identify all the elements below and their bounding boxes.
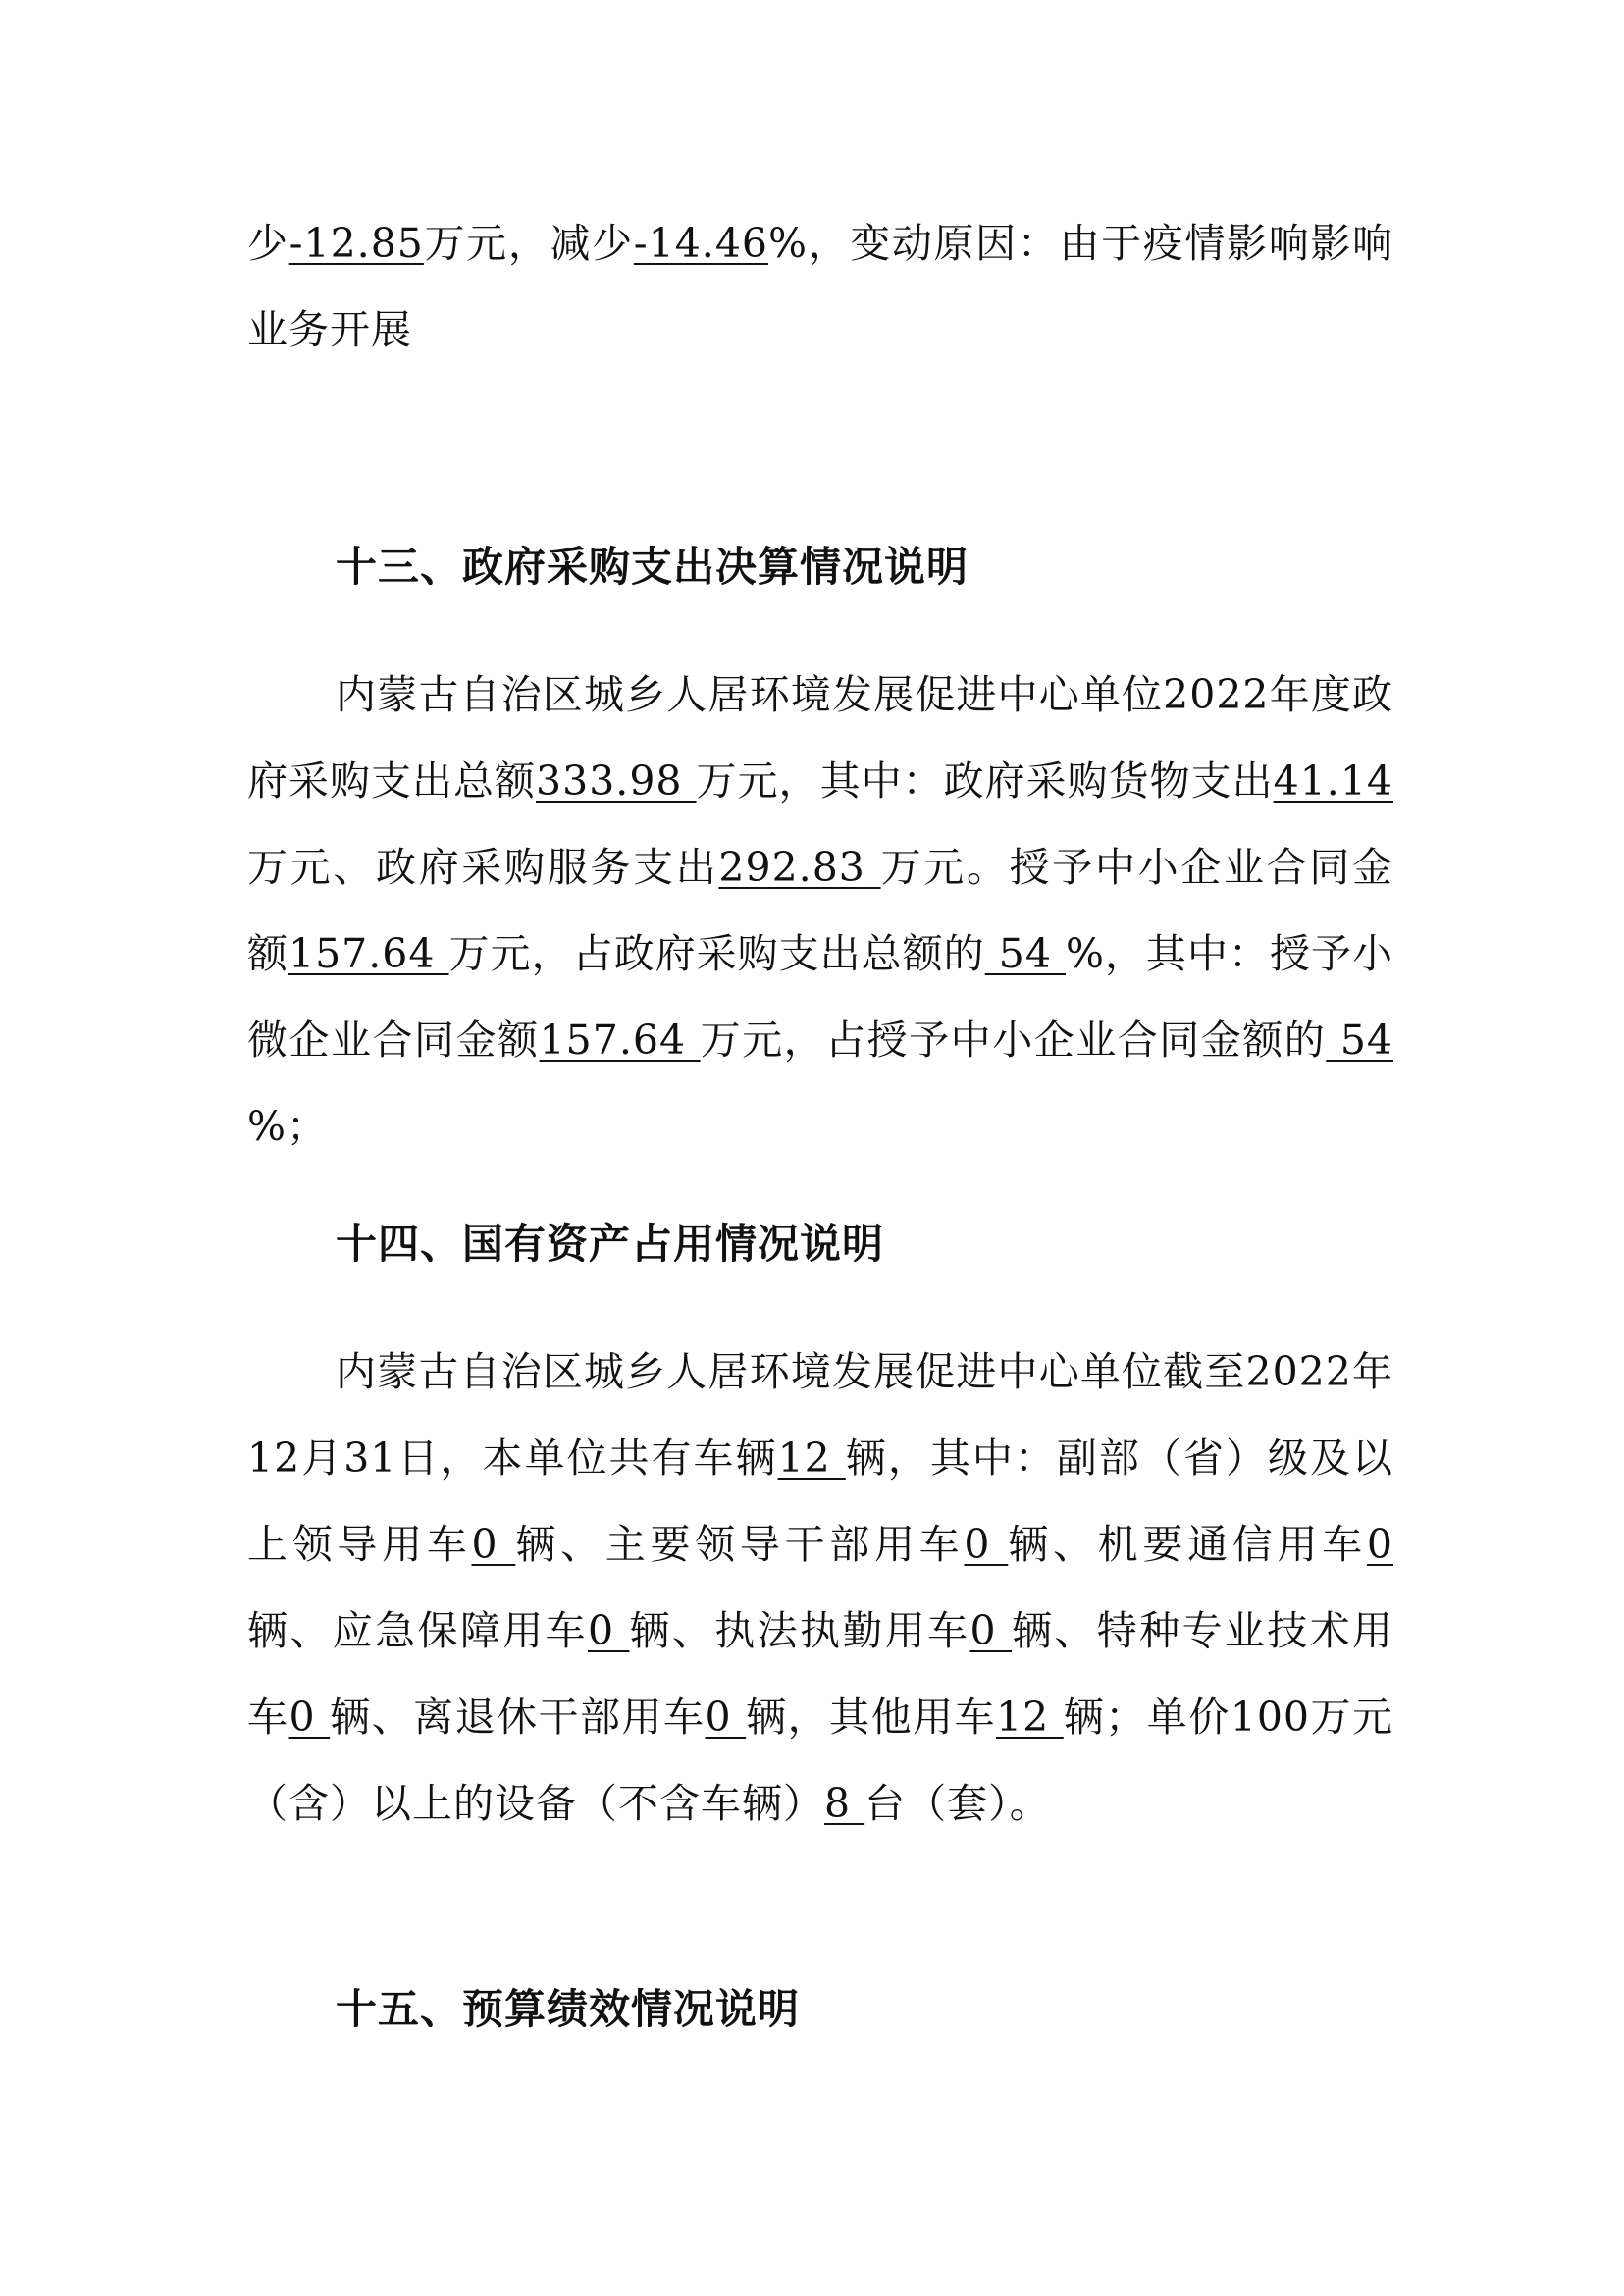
section-heading-14: 十四、国有资产占用情况说明 xyxy=(336,1220,885,1268)
underlined-value: 0 xyxy=(1366,1521,1393,1568)
underlined-value: 54 xyxy=(1326,1017,1394,1064)
paragraph-state-assets xyxy=(247,1329,1393,1847)
text-segment: 少 xyxy=(247,220,289,267)
underlined-value: 0 xyxy=(588,1607,630,1654)
underlined-value: 157.64 xyxy=(288,930,449,977)
text-segment: 万元。授予中小企业合同金额 xyxy=(247,844,1394,977)
text-segment: 内蒙古自治区城乡人居环境发展促进中心单位截至2022年12月31日，本单位共有车辆 xyxy=(247,1348,1393,1482)
underlined-value: 292.83 xyxy=(718,844,881,891)
text-segment: 辆、机要通信用车 xyxy=(1008,1521,1367,1568)
text-segment: 辆、主要领导干部用车 xyxy=(515,1521,965,1568)
paragraph-expense-change xyxy=(247,200,1393,373)
text-segment: %，其中：授予小微企业合同金额 xyxy=(247,930,1393,1064)
underlined-value: 0 xyxy=(705,1694,747,1741)
text-segment: 辆；单价100万元（含）以上的设备（不含车辆） xyxy=(247,1694,1393,1827)
text-segment: %； xyxy=(247,1103,328,1150)
underlined-value: 333.98 xyxy=(536,757,697,805)
underlined-value: -12.85 xyxy=(288,220,424,267)
underlined-value: 157.64 xyxy=(539,1017,701,1064)
text-segment: 内蒙古自治区城乡人居环境发展促进中心单位2022年度政府采购支出总额 xyxy=(247,671,1393,805)
text-segment: 万元，其中：政府采购货物支出 xyxy=(696,757,1274,805)
underlined-value: 54 xyxy=(984,930,1066,977)
section-heading-15: 十五、预算绩效情况说明 xyxy=(336,1985,801,2033)
text-segment: 万元，减少 xyxy=(423,220,634,267)
underlined-value: 8 xyxy=(824,1780,865,1827)
underlined-value: 0 xyxy=(288,1694,331,1741)
underlined-value: 0 xyxy=(964,1521,1009,1568)
text-segment: 辆、执法执勤用车 xyxy=(629,1607,970,1654)
paragraph-procurement xyxy=(247,652,1393,1170)
text-segment: 万元、政府采购服务支出 xyxy=(247,844,719,891)
text-segment: %，变动原因：由于疫情影响影响业务开展 xyxy=(247,220,1393,353)
text-segment: 台（套）。 xyxy=(864,1780,1051,1827)
underlined-value: 41.14 xyxy=(1273,757,1393,805)
text-segment: 辆，其中：副部（省）级及以上领导用车 xyxy=(247,1435,1394,1568)
text-segment: 辆、离退休干部用车 xyxy=(330,1694,706,1741)
underlined-value: 0 xyxy=(471,1521,516,1568)
section-heading-13: 十三、政府采购支出决算情况说明 xyxy=(336,543,969,591)
text-segment: 辆，其他用车 xyxy=(746,1694,997,1741)
text-segment: 万元，占授予中小企业合同金额的 xyxy=(700,1017,1327,1064)
text-segment: 辆、特种专业技术用车 xyxy=(247,1607,1393,1741)
text-segment: 万元，占政府采购支出总额的 xyxy=(448,930,985,977)
underlined-value: -14.46 xyxy=(633,220,768,267)
underlined-value: 12 xyxy=(996,1694,1064,1741)
text-segment: 辆、应急保障用车 xyxy=(247,1607,588,1654)
underlined-value: 0 xyxy=(969,1607,1012,1654)
underlined-value: 12 xyxy=(777,1435,846,1482)
